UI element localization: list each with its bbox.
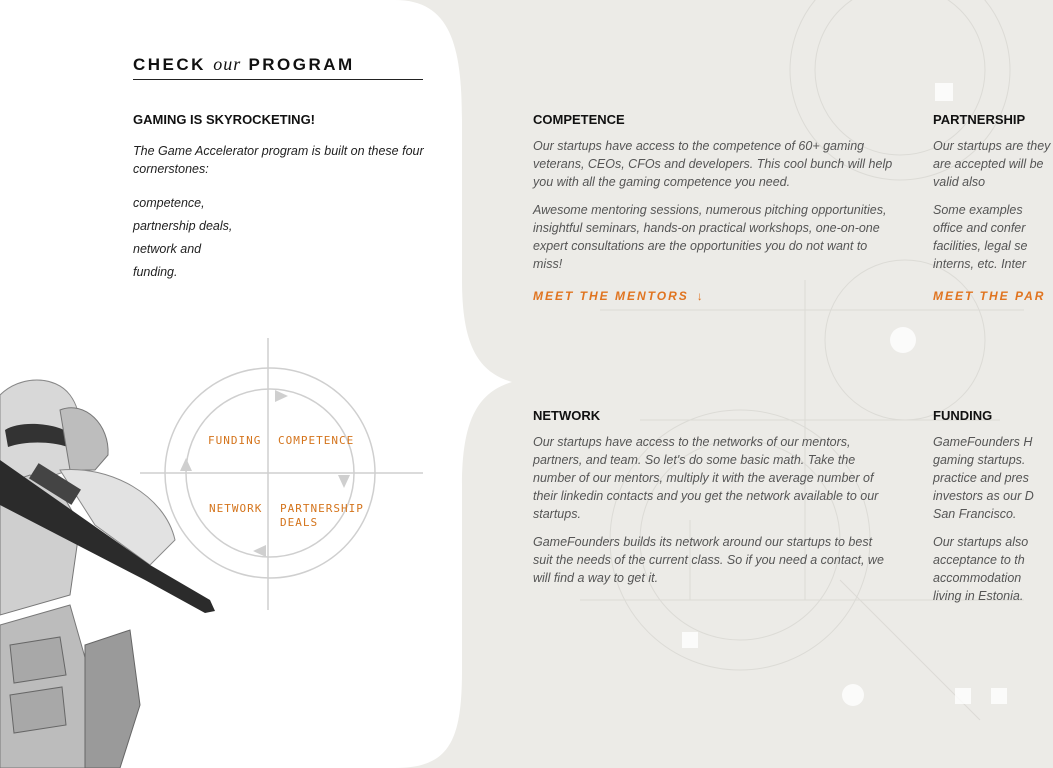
diagram-label-partnership-line2: DEALS xyxy=(280,516,319,529)
meet-the-mentors-link[interactable] xyxy=(533,289,705,303)
cornerstones-list xyxy=(133,192,232,284)
diagram-label-network: NETWORK xyxy=(209,502,263,515)
section-title: NETWORK xyxy=(533,408,601,423)
section-funding xyxy=(933,408,1034,615)
section-paragraph: Our startups have access to the networks of our mentors, partners, and team. So let's do some basic math. Take the number of our mentors, multiply it with the average number of their linkedin contacts and you get the network available to our startups. xyxy=(533,435,879,521)
section-paragraph: GameFounders H gaming startups. practice and pres investors as our D San Francisco. xyxy=(933,435,1034,521)
title-program: PROGRAM xyxy=(248,55,355,74)
section-title: FUNDING xyxy=(933,408,993,423)
section-title: PARTNERSHIP xyxy=(933,112,1026,127)
list-item: network and xyxy=(133,242,202,256)
page-title xyxy=(133,54,423,80)
link-label: MEET THE MENTORS xyxy=(533,289,689,303)
list-item: competence, xyxy=(133,196,205,210)
section-partnership xyxy=(933,112,1051,305)
section-paragraph: Our startups also acceptance to th accommodation living in Estonia. xyxy=(933,535,1029,603)
diagram-label-partnership-line1: PARTNERSHIP xyxy=(280,502,364,515)
section-paragraph: GameFounders builds its network around our startups to best suit the needs of the current class. So if you need a contact, we will find a way to get it. xyxy=(533,535,884,585)
section-network xyxy=(533,408,893,597)
diagram-label-funding: FUNDING xyxy=(208,434,262,447)
arrow-down-icon: ↓ xyxy=(696,289,705,303)
meet-the-partners-link[interactable]: MEET THE PAR xyxy=(933,289,1046,303)
diagram-label-partnership xyxy=(280,502,364,530)
section-paragraph: Some examples office and confer facilities, legal se interns, etc. Inter xyxy=(933,203,1028,271)
list-item: partnership deals, xyxy=(133,219,233,233)
section-competence xyxy=(533,112,893,305)
diagram-label-competence: COMPETENCE xyxy=(278,434,355,447)
intro-title: GAMING IS SKYROCKETING! xyxy=(133,112,316,127)
section-paragraph: Awesome mentoring sessions, numerous pitching opportunities, insightful seminars, hands-on practical workshops, one-on-one expert consultations are the opportunities you do not want to miss! xyxy=(533,203,887,271)
intro-text: The Game Accelerator program is built on these four cornerstones: xyxy=(133,144,424,176)
title-check: CHECK xyxy=(133,55,206,74)
section-paragraph: Our startups have access to the competence of 60+ gaming veterans, CEOs, CFOs and developers. This cool bunch will help you with all the gaming competence you need. xyxy=(533,139,893,189)
title-our: our xyxy=(213,54,242,74)
list-item: funding. xyxy=(133,265,178,279)
soldier-illustration xyxy=(0,375,230,768)
section-paragraph: Our startups are they are accepted will be valid also xyxy=(933,139,1051,189)
section-title: COMPETENCE xyxy=(533,112,625,127)
